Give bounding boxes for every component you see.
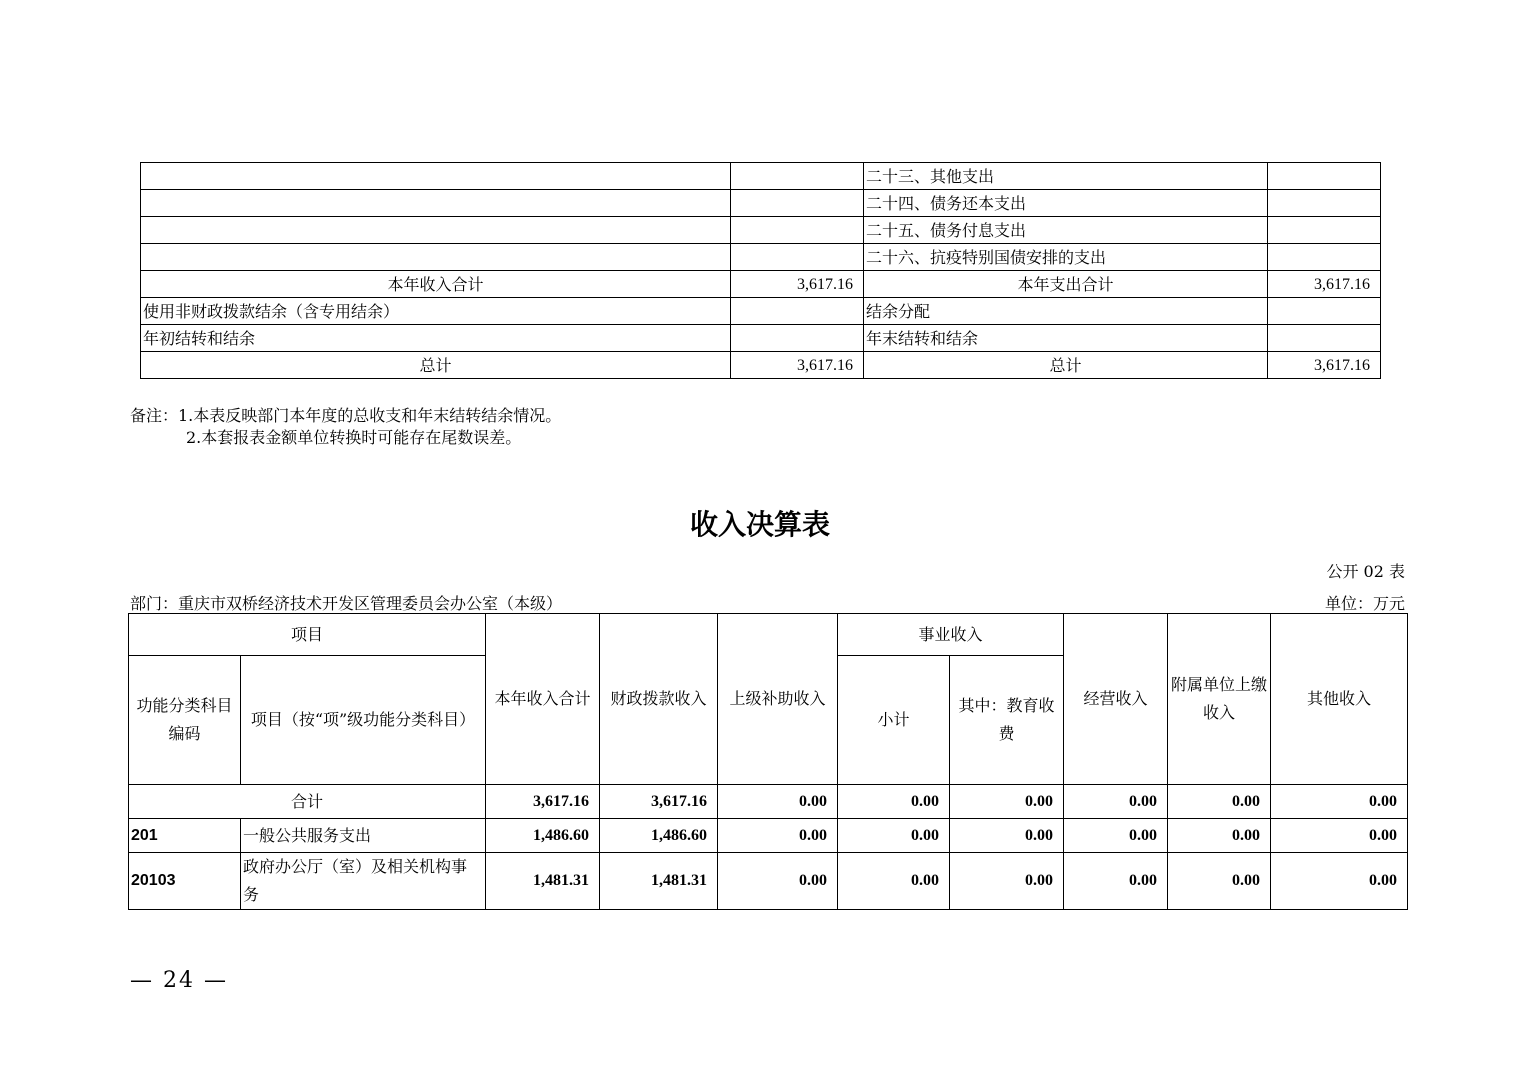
header-operating: 经营收入 bbox=[1064, 614, 1168, 785]
left-label-cell bbox=[141, 163, 731, 190]
table-row bbox=[141, 298, 1381, 325]
income-table-body bbox=[129, 785, 1408, 910]
value-cell: 0.00 bbox=[1168, 853, 1271, 910]
right-label-cell: 年末结转和结余 bbox=[864, 325, 1268, 352]
right-label-cell: 结余分配 bbox=[864, 298, 1268, 325]
left-label-cell bbox=[141, 190, 731, 217]
right-value-cell: 3,617.16 bbox=[1268, 352, 1381, 379]
table-number: 公开 02 表 bbox=[1326, 562, 1405, 581]
header-subtotal: 小计 bbox=[838, 656, 950, 785]
value-cell: 0.00 bbox=[1271, 785, 1408, 819]
page-title: 收入决算表 bbox=[689, 508, 830, 541]
header-other: 其他收入 bbox=[1271, 614, 1408, 785]
value-cell: 0.00 bbox=[1064, 853, 1168, 910]
value-cell: 0.00 bbox=[950, 785, 1064, 819]
department-label: 部门：重庆市双桥经济技术开发区管理委员会办公室（本级） bbox=[130, 594, 563, 613]
value-cell: 0.00 bbox=[1271, 853, 1408, 910]
left-value-cell bbox=[731, 217, 864, 244]
table-row bbox=[141, 352, 1381, 379]
left-value-cell bbox=[731, 163, 864, 190]
row-code-cell: 201 bbox=[129, 819, 241, 853]
value-cell: 0.00 bbox=[1168, 819, 1271, 853]
header-item: 项目（按“项”级功能分类科目） bbox=[241, 656, 486, 785]
note-line-2: 2.本套报表金额单位转换时可能存在尾数误差。 bbox=[186, 428, 522, 447]
value-cell: 0.00 bbox=[1064, 785, 1168, 819]
right-label-cell: 二十四、债务还本支出 bbox=[864, 190, 1268, 217]
right-label-cell: 总计 bbox=[864, 352, 1268, 379]
header-fiscal: 财政拨款收入 bbox=[600, 614, 718, 785]
header-business-group: 事业收入 bbox=[838, 614, 1064, 656]
value-cell: 0.00 bbox=[718, 785, 838, 819]
left-value-cell bbox=[731, 244, 864, 271]
right-label-cell: 二十六、抗疫特别国债安排的支出 bbox=[864, 244, 1268, 271]
value-cell: 1,486.60 bbox=[486, 819, 600, 853]
table-row bbox=[129, 819, 1408, 853]
right-value-cell bbox=[1268, 190, 1381, 217]
value-cell: 1,481.31 bbox=[600, 853, 718, 910]
note-line-1: 备注：1.本表反映部门本年度的总收支和年末结转结余情况。 bbox=[130, 406, 562, 425]
left-label-cell: 使用非财政拨款结余（含专用结余） bbox=[141, 298, 731, 325]
left-label-cell bbox=[141, 244, 731, 271]
table-row bbox=[129, 785, 1408, 819]
value-cell: 0.00 bbox=[838, 853, 950, 910]
left-value-cell bbox=[731, 325, 864, 352]
right-label-cell: 本年支出合计 bbox=[864, 271, 1268, 298]
right-value-cell bbox=[1268, 298, 1381, 325]
balance-summary-body bbox=[141, 163, 1381, 379]
right-value-cell bbox=[1268, 325, 1381, 352]
header-affiliated: 附属单位上缴收入 bbox=[1168, 614, 1271, 785]
balance-summary-table bbox=[140, 162, 1381, 379]
value-cell: 0.00 bbox=[1064, 819, 1168, 853]
value-cell: 0.00 bbox=[950, 819, 1064, 853]
row-name-cell: 一般公共服务支出 bbox=[241, 819, 486, 853]
income-table bbox=[128, 613, 1408, 910]
table-row bbox=[141, 217, 1381, 244]
value-cell: 0.00 bbox=[718, 819, 838, 853]
value-cell: 3,617.16 bbox=[486, 785, 600, 819]
value-cell: 0.00 bbox=[1271, 819, 1408, 853]
value-cell: 0.00 bbox=[1168, 785, 1271, 819]
left-value-cell bbox=[731, 298, 864, 325]
row-name-cell: 政府办公厅（室）及相关机构事务 bbox=[241, 853, 486, 910]
left-label-cell: 总计 bbox=[141, 352, 731, 379]
value-cell: 1,481.31 bbox=[486, 853, 600, 910]
value-cell: 1,486.60 bbox=[600, 819, 718, 853]
row-code-cell: 20103 bbox=[129, 853, 241, 910]
right-label-cell: 二十三、其他支出 bbox=[864, 163, 1268, 190]
page-number: — 24 — bbox=[130, 968, 228, 993]
left-label-cell: 本年收入合计 bbox=[141, 271, 731, 298]
left-label-cell: 年初结转和结余 bbox=[141, 325, 731, 352]
table-row bbox=[141, 244, 1381, 271]
value-cell: 3,617.16 bbox=[600, 785, 718, 819]
table-row bbox=[141, 190, 1381, 217]
header-project: 项目 bbox=[129, 614, 486, 656]
left-label-cell bbox=[141, 217, 731, 244]
unit-label: 单位：万元 bbox=[1324, 594, 1405, 613]
value-cell: 0.00 bbox=[838, 785, 950, 819]
header-superior: 上级补助收入 bbox=[718, 614, 838, 785]
right-value-cell: 3,617.16 bbox=[1268, 271, 1381, 298]
header-total: 本年收入合计 bbox=[486, 614, 600, 785]
value-cell: 0.00 bbox=[718, 853, 838, 910]
left-value-cell: 3,617.16 bbox=[731, 271, 864, 298]
header-code: 功能分类科目编码 bbox=[129, 656, 241, 785]
table-row bbox=[129, 853, 1408, 910]
left-value-cell bbox=[731, 190, 864, 217]
right-value-cell bbox=[1268, 217, 1381, 244]
right-value-cell bbox=[1268, 244, 1381, 271]
table-row bbox=[141, 325, 1381, 352]
right-label-cell: 二十五、债务付息支出 bbox=[864, 217, 1268, 244]
table-row bbox=[141, 163, 1381, 190]
row-name-cell: 合计 bbox=[129, 785, 486, 819]
header-education: 其中：教育收费 bbox=[950, 656, 1064, 785]
value-cell: 0.00 bbox=[950, 853, 1064, 910]
value-cell: 0.00 bbox=[838, 819, 950, 853]
right-value-cell bbox=[1268, 163, 1381, 190]
left-value-cell: 3,617.16 bbox=[731, 352, 864, 379]
table-row bbox=[141, 271, 1381, 298]
